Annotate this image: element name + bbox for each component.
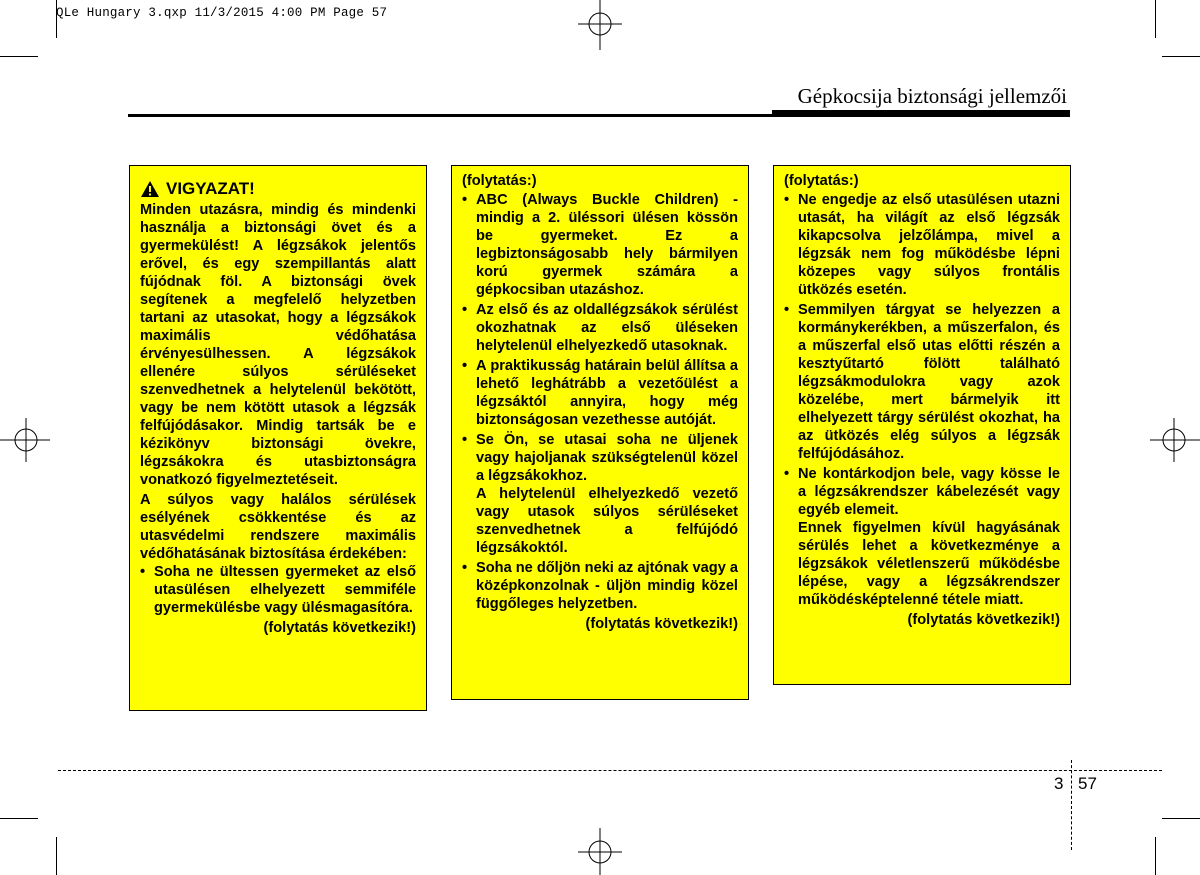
registration-mark-top (570, 0, 630, 50)
registration-mark-left (0, 410, 50, 470)
list-item: • Soha ne ültessen gyermeket az első utasülésen elhelyezett semmiféle gyermekülésbe vagy ülésmagasítóra. (140, 564, 416, 616)
list-item: • Soha ne dőljön neki az ajtónak vagy a középkonzolnak - üljön mindig közel függőleges helyzetben. (462, 560, 738, 612)
list-item: • A praktikusság határain belül állítsa a lehető leghátrább a vezetőülést a légzsáktól annyira, hogy még biztonságosan vezethesse autóját. (462, 358, 738, 428)
crop-mark (56, 837, 57, 875)
chapter-number: 3 (1054, 774, 1064, 793)
list-item: • Ne engedje az első utasülésen utazni utasát, ha világít az első légzsák kikapcsolva jelzőlámpa, mivel a légzsák nem fog működésbe lépni közepes vagy súlyos frontális ütközés esetén. (784, 192, 1060, 298)
continued-note: (folytatás következik!) (907, 612, 1060, 628)
warning-header (140, 178, 416, 200)
crop-mark (0, 818, 38, 819)
registration-mark-right (1150, 410, 1200, 470)
section-title: Gépkocsija biztonsági jellemzői (797, 84, 1067, 108)
list-item: • Az első és az oldallégzsákok sérülést okozhatnak az első üléseken helytelenül elhelyezkedő utasoknak. (462, 302, 738, 354)
indented-paragraph: Ennek figyelmen kívül hagyásának sérülés lehet a következménye a légzsákok véletlenszerű működésbe lépése, vagy a légzsákrendszer működésképtelenné tétele miatt. (798, 520, 1060, 608)
warning-triangle-icon (140, 180, 160, 198)
continued-label: (folytatás:) (462, 173, 537, 189)
bullet-list (462, 191, 738, 485)
bullet-list (462, 559, 738, 613)
page-number-divider (1071, 760, 1072, 850)
list-item: • Se Ön, se utasai soha ne üljenek vagy hajoljanak szükségtelenül közel a légzsákokhoz. (462, 432, 738, 484)
page-number: 57 (1078, 774, 1097, 793)
header-rule-tab (772, 110, 1070, 114)
crop-mark (0, 56, 38, 57)
print-slug: QLe Hungary 3.qxp 11/3/2015 4:00 PM Page 57 (56, 6, 388, 20)
warning-box-3 (773, 165, 1071, 685)
list-item: • Semmilyen tárgyat se helyezzen a kormánykerékben, a műszerfalon, és a műszerfal első utas előtti részén a kesztyűtartó fölött található légzsákmodulokra vagy azok közelébe, mert bármelyik itt elhelyezett tárgy sérülést okozhat, ha az ütközés elég súlyos a légzsák felfújódásához. (784, 302, 1060, 462)
crop-mark (1162, 56, 1200, 57)
bullet-list (784, 191, 1060, 519)
continued-note: (folytatás következik!) (585, 616, 738, 632)
crop-mark (1155, 0, 1156, 38)
indented-paragraph: A helytelenül elhelyezkedő vezető vagy utasok súlyos sérüléseket szenvedhetnek a felfújódó légzsákoktól. (476, 486, 738, 556)
continued-label: (folytatás:) (784, 173, 859, 189)
list-item: • Ne kontárkodjon bele, vagy kösse le a légzsákrendszer kábelezését vagy egyéb elemeit. (784, 466, 1060, 518)
warning-paragraph: A súlyos vagy halálos sérülések esélyének csökkentése és az utasvédelmi rendszere maximális védőhatásának biztosítása érdekében: (140, 492, 416, 562)
registration-mark-bottom (570, 828, 630, 875)
warning-box-1 (129, 165, 427, 711)
crop-mark (1162, 818, 1200, 819)
warning-paragraph: Minden utazásra, mindig és mindenki használja a biztonsági övet és a gyermekülést! A légzsákok jelentős erővel, és egy szempillantás alatt fújódnak föl. A biztonsági övek segítenek a megfelelő helyzetben tartani az utasokat, hogy a légzsákok maximális védőhatása érvényesülhessen. A légzsákok ellenére súlyos sérüléseket szenvedhetnek a helytelenül bekötött, vagy be nem kötött utasok a légzsák felfújódásakor. Mindig tartsák be e kézikönyv biztonsági övekre, légzsákokra és utasbiztonságra vonatkozó figyelmeztetéseit. (140, 202, 416, 488)
continued-note: (folytatás következik!) (263, 620, 416, 636)
list-item: • ABC (Always Buckle Children) - mindig a 2. üléssori ülésen kössön be gyermeket. Ez a legbiztonságosabb hely bármilyen korú gyermek számára a gépkocsiban utazáshoz. (462, 192, 738, 298)
crop-mark (1155, 837, 1156, 875)
bullet-list (140, 563, 416, 617)
footer-dashed-rule (58, 770, 1162, 771)
warning-box-2 (451, 165, 749, 700)
header-rule (128, 114, 1070, 117)
warning-title: VIGYAZAT! (166, 179, 255, 198)
